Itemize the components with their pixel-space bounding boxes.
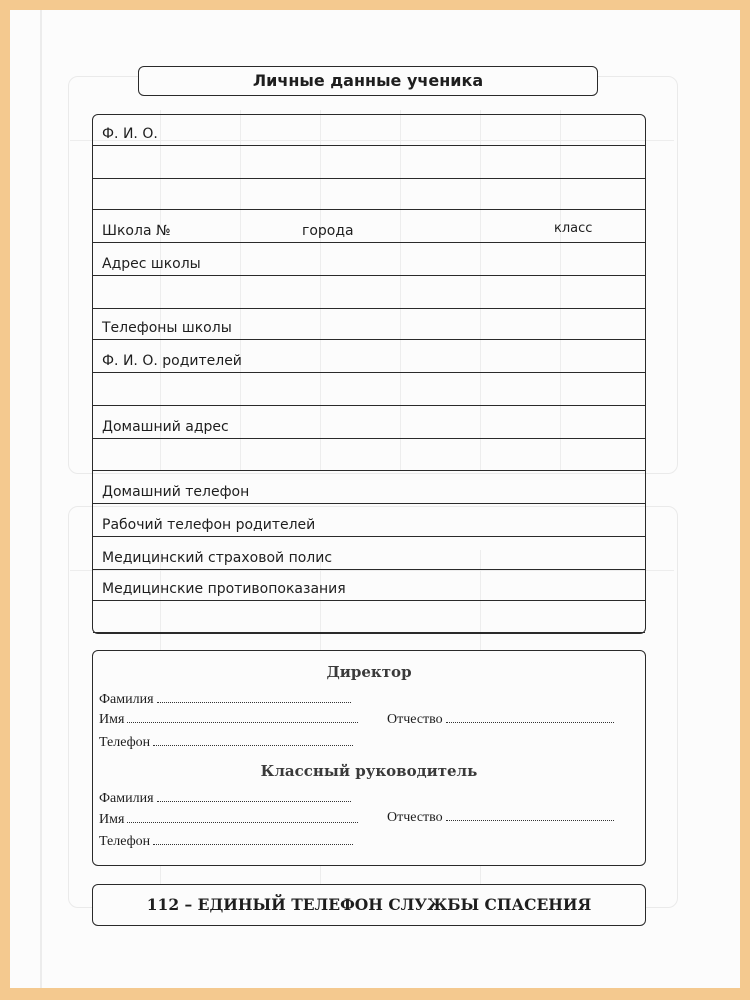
- teacher-name-field[interactable]: [99, 812, 358, 828]
- contraindications-label: Медицинские противопоказания: [102, 581, 346, 597]
- teacher-phone-label: Телефон: [99, 834, 151, 849]
- row-full-name[interactable]: [93, 115, 645, 146]
- row-home-phone[interactable]: [93, 471, 645, 504]
- teacher-surname-label: Фамилия: [99, 791, 154, 806]
- row-blank[interactable]: [93, 179, 645, 210]
- row-blank[interactable]: [93, 439, 645, 471]
- row-parents-work-phone[interactable]: [93, 504, 645, 537]
- class-teacher-title: Классный руководитель: [260, 762, 478, 780]
- director-patronymic-label: Отчество: [387, 712, 443, 727]
- home-address-label: Домашний адрес: [102, 419, 229, 435]
- row-home-address[interactable]: [93, 406, 645, 439]
- director-phone-field[interactable]: [99, 735, 353, 751]
- row-school-address[interactable]: [93, 243, 645, 276]
- class-label: класс: [554, 221, 593, 236]
- parents-work-phone-label: Рабочий телефон родителей: [102, 517, 316, 533]
- dotted-line: [157, 692, 351, 703]
- row-blank[interactable]: [93, 146, 645, 179]
- page-spine: [40, 10, 42, 988]
- dotted-line: [127, 712, 358, 723]
- row-blank[interactable]: [93, 373, 645, 406]
- row-contraindications[interactable]: [93, 570, 645, 601]
- school-number-label: Школа №: [102, 223, 171, 239]
- director-surname-label: Фамилия: [99, 692, 154, 707]
- school-address-label: Адрес школы: [102, 256, 201, 272]
- teacher-phone-field[interactable]: [99, 834, 353, 850]
- row-parents-name[interactable]: [93, 340, 645, 373]
- page-title: [138, 66, 598, 96]
- teacher-patronymic-field[interactable]: [387, 810, 614, 826]
- home-phone-label: Домашний телефон: [102, 484, 250, 500]
- row-blank[interactable]: [93, 276, 645, 309]
- page-title-text: Личные данные ученика: [252, 71, 484, 90]
- director-patronymic-field[interactable]: [387, 712, 614, 728]
- teacher-surname-field[interactable]: [99, 791, 351, 807]
- dotted-line: [153, 834, 353, 845]
- page: [10, 10, 740, 988]
- director-phone-label: Телефон: [99, 735, 151, 750]
- insurance-policy-label: Медицинский страховой полис: [102, 550, 333, 566]
- city-label: города: [302, 223, 354, 239]
- staff-contacts: [92, 650, 646, 866]
- dotted-line: [157, 791, 351, 802]
- emergency-phone-banner: [92, 884, 646, 926]
- emergency-phone-text: 112 – ЕДИНЫЙ ТЕЛЕФОН СЛУЖБЫ СПАСЕНИЯ: [146, 895, 592, 914]
- parents-name-label: Ф. И. О. родителей: [102, 353, 242, 369]
- dotted-line: [446, 810, 614, 821]
- director-name-field[interactable]: [99, 712, 358, 728]
- director-surname-field[interactable]: [99, 692, 351, 708]
- dotted-line: [153, 735, 353, 746]
- row-school-phones[interactable]: [93, 309, 645, 340]
- full-name-label: Ф. И. О.: [102, 126, 158, 142]
- director-title: Директор: [326, 663, 412, 681]
- school-phones-label: Телефоны школы: [102, 320, 232, 336]
- row-blank[interactable]: [93, 601, 645, 633]
- dotted-line: [127, 812, 358, 823]
- teacher-patronymic-label: Отчество: [387, 810, 443, 825]
- row-school[interactable]: [93, 210, 645, 243]
- dotted-line: [446, 712, 614, 723]
- teacher-name-label: Имя: [99, 812, 125, 827]
- personal-data-form: [92, 114, 646, 634]
- director-name-label: Имя: [99, 712, 125, 727]
- row-insurance-policy[interactable]: [93, 537, 645, 570]
